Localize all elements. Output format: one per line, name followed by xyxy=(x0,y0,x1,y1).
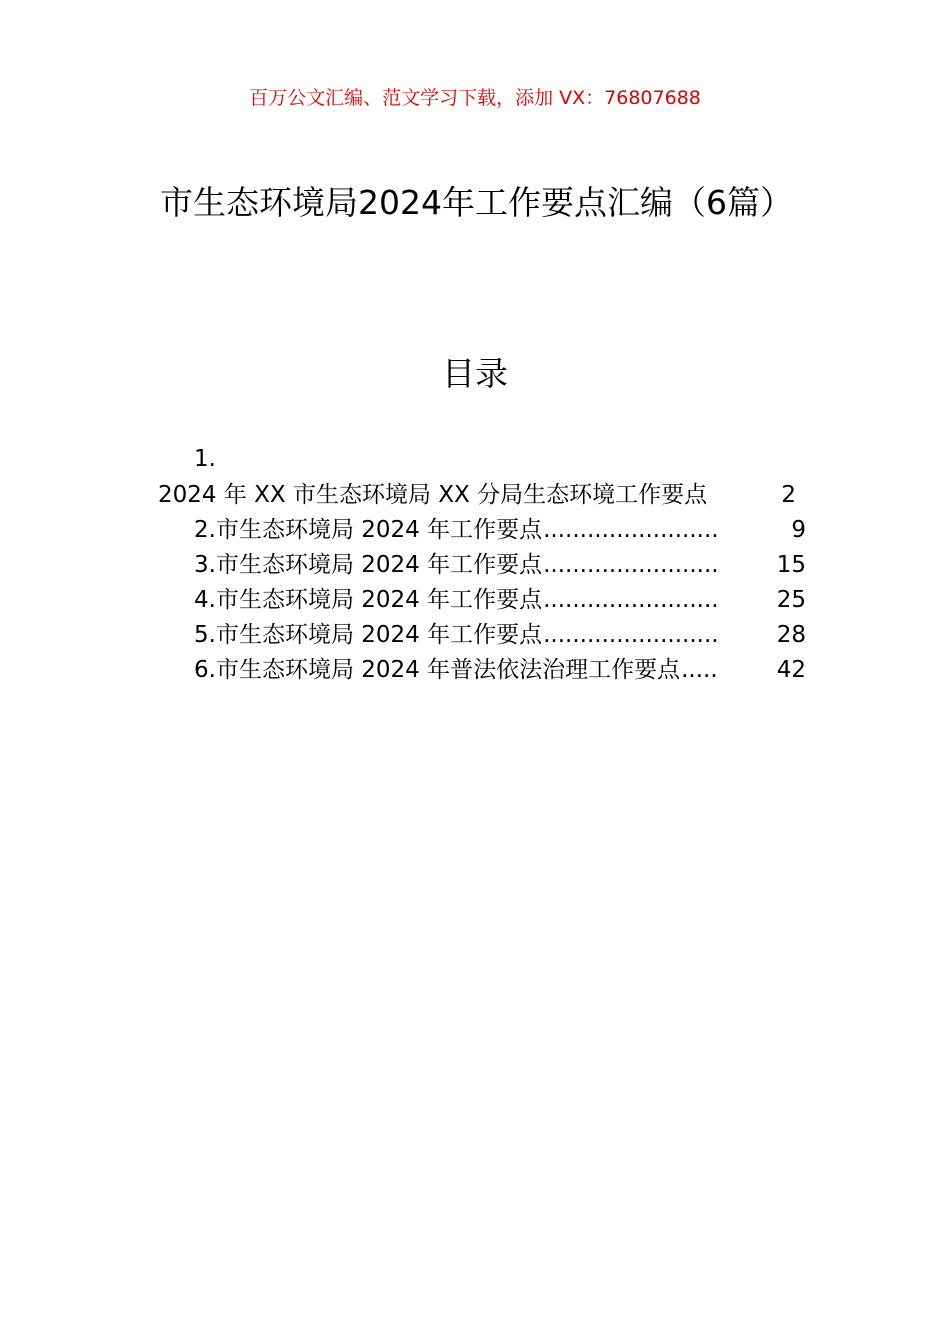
toc-entry-3[interactable] xyxy=(158,548,806,583)
toc-entry-2-text: 2.市生态环境局 2024 年工作要点 xyxy=(194,517,543,543)
document-title: 市生态环境局2024年工作要点汇编（6篇） xyxy=(160,183,793,222)
toc-entry-2-page: 9 xyxy=(791,517,806,543)
toc-entry-4-text: 4.市生态环境局 2024 年工作要点 xyxy=(194,587,543,613)
toc-entry-4-leader: ........................ xyxy=(543,587,719,613)
toc-entry-6-leader: ..... xyxy=(681,657,718,683)
toc-entry-3-leader: ........................ xyxy=(543,552,719,578)
toc-entry-5[interactable] xyxy=(158,618,806,653)
toc-entry-1-number: 1. xyxy=(194,446,216,472)
toc-entry-4[interactable] xyxy=(158,583,806,618)
header-watermark-note: 百万公文汇编、范文学习下载，添加 VX：76807688 xyxy=(249,87,701,109)
toc-entry-6-text: 6.市生态环境局 2024 年普法依法治理工作要点 xyxy=(194,657,681,683)
toc-heading: 目录 xyxy=(442,354,508,393)
toc-entry-5-leader: ........................ xyxy=(543,622,719,648)
toc-entry-3-text: 3.市生态环境局 2024 年工作要点 xyxy=(194,552,543,578)
toc-entry-5-text: 5.市生态环境局 2024 年工作要点 xyxy=(194,622,543,648)
toc-entry-1-page: 2 xyxy=(781,482,796,508)
table-of-contents xyxy=(158,440,806,688)
toc-entry-2[interactable] xyxy=(158,513,806,548)
toc-entry-1-text: 2024 年 XX 市生态环境局 XX 分局生态环境工作要点 xyxy=(158,482,708,508)
toc-entry-1[interactable] xyxy=(158,478,806,513)
toc-entry-4-page: 25 xyxy=(776,587,806,613)
toc-entry-6-page: 42 xyxy=(776,657,806,683)
toc-entry-6[interactable] xyxy=(158,653,806,688)
toc-entry-2-leader: ........................ xyxy=(543,517,719,543)
toc-entry-5-page: 28 xyxy=(776,622,806,648)
toc-entry-3-page: 15 xyxy=(776,552,806,578)
